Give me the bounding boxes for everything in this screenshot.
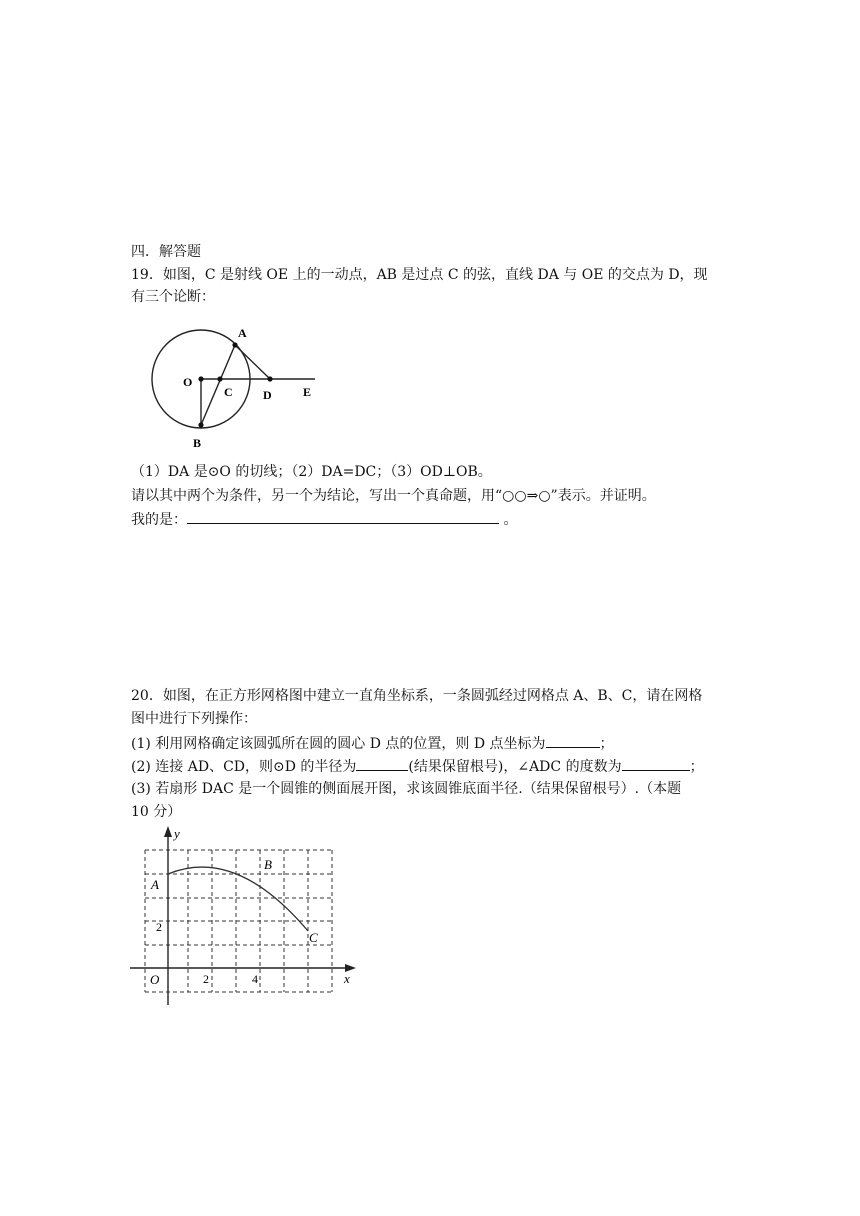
tick-x-4: 4 <box>252 972 258 986</box>
point-d <box>267 376 272 381</box>
q20-part2-text: (2) 连接 AD、CD，则⊙D 的半径为 <box>131 759 357 775</box>
tick-x-2: 2 <box>203 972 209 986</box>
grid-horizontal-lines <box>145 850 332 992</box>
label-e: E <box>303 385 312 399</box>
label-o: O <box>183 375 193 389</box>
label-c: C <box>224 385 233 399</box>
line-da <box>235 345 270 379</box>
section-title: 四．解答题 <box>131 244 201 260</box>
q19-answer-blank[interactable] <box>187 509 499 524</box>
point-c <box>217 376 222 381</box>
q20-part1-blank[interactable] <box>546 733 600 748</box>
label-b: B <box>193 436 202 450</box>
label-c: C <box>309 930 318 945</box>
q20-text-line2: 图中进行下列操作： <box>131 711 257 727</box>
q20-part1-end: ； <box>599 736 614 752</box>
q19-instruction: 请以其中两个为条件，另一个为结论，写出一个真命题，用“○○⇒○”表示。并证明。 <box>131 488 656 504</box>
q20-part3-line2: 10 分） <box>131 804 182 820</box>
point-a <box>232 342 237 347</box>
label-d: D <box>263 388 272 402</box>
q20-grid-figure <box>126 820 376 1010</box>
label-b: B <box>264 857 272 872</box>
point-b <box>198 422 203 427</box>
q19-text-line2: 有三个论断： <box>131 289 215 305</box>
q19-text-line1: 19．如图，C 是射线 OE 上的一动点，AB 是过点 C 的弦，直线 DA 与 OE 的交点为 D，现 <box>131 267 708 283</box>
q19-circle-figure <box>145 322 330 454</box>
label-x: x <box>344 971 350 986</box>
q20-part1 <box>131 733 614 754</box>
q20-part2-blank1[interactable] <box>356 756 408 771</box>
q20-part3-line1: (3) 若扇形 DAC 是一个圆锥的侧面展开图，求该圆锥底面半径.（结果保留根号）.（本题 <box>131 781 682 797</box>
q19-answer-prefix: 我的是： <box>131 512 187 528</box>
q19-answer-line <box>131 509 517 530</box>
q20-part2 <box>131 756 704 777</box>
y-axis-arrow <box>164 826 172 837</box>
label-a: A <box>151 877 159 892</box>
point-o <box>198 376 203 381</box>
q20-part2-blank2[interactable] <box>622 756 690 771</box>
q20-part2-mid: (结果保留根号)，∠ADC 的度数为 <box>408 759 622 775</box>
q20-part1-text: (1) 利用网格确定该圆弧所在圆的圆心 D 点的位置，则 D 点坐标为 <box>131 736 546 752</box>
label-origin: O <box>150 972 160 987</box>
q20-text-line1: 20．如图，在正方形网格图中建立一直角坐标系，一条圆弧经过网格点 A、B、C，请在网格 <box>131 688 703 704</box>
tick-y-2: 2 <box>156 920 162 934</box>
q19-answer-suffix: 。 <box>499 512 518 528</box>
label-a: A <box>238 326 247 340</box>
q19-statements: （1）DA 是⊙O 的切线；（2）DA=DC；（3）OD⊥OB。 <box>131 464 492 480</box>
label-y: y <box>174 826 180 841</box>
q20-part2-end: ； <box>689 759 704 775</box>
